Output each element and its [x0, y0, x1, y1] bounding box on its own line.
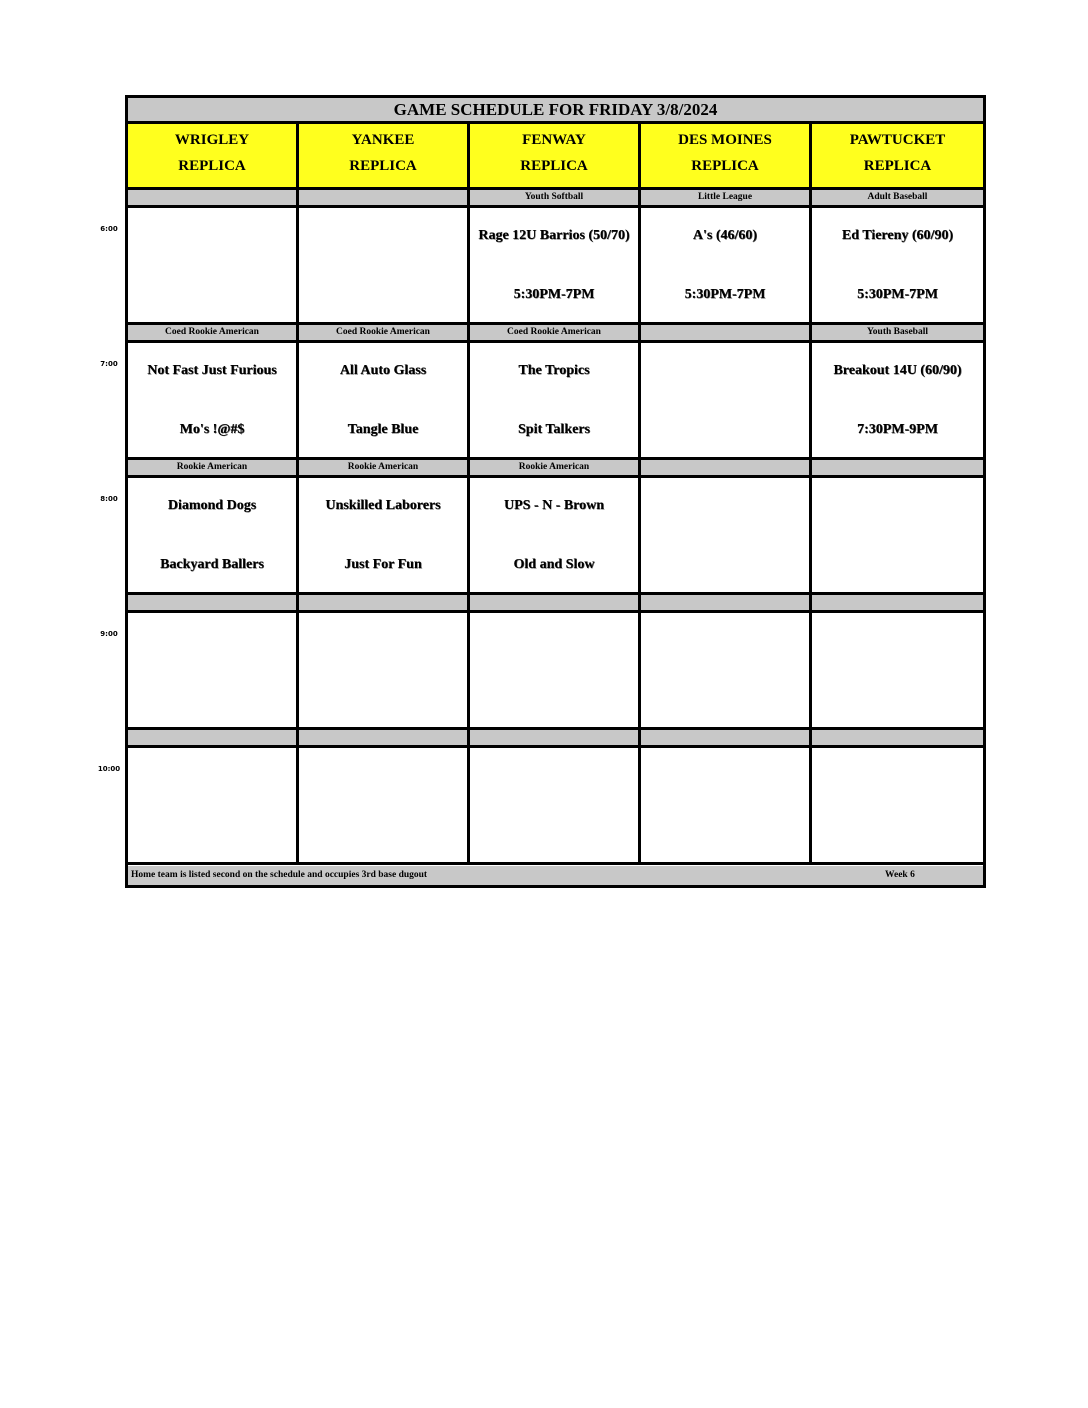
week-label: Week 6 [885, 870, 915, 880]
visiting-team: Diamond Dogs [167, 498, 257, 513]
field-header-wrigley [128, 124, 299, 187]
visiting-team: All Auto Glass [339, 363, 427, 378]
visiting-team: Unskilled Laborers [325, 498, 441, 513]
home-team: 5:30PM-7PM [513, 287, 595, 302]
division-label [812, 730, 983, 745]
game-cell [128, 613, 299, 727]
game-row [128, 613, 983, 730]
home-team: Mo's !@#$ [179, 422, 245, 437]
field-header-fenway [470, 124, 641, 187]
division-row [128, 325, 983, 343]
game-cell [470, 208, 641, 322]
game-row [128, 343, 983, 460]
visiting-team: The Tropics [518, 363, 590, 378]
division-label: Rookie American [128, 460, 299, 475]
visiting-team: UPS - N - Brown [503, 498, 605, 513]
game-cell [128, 748, 299, 862]
game-cell [641, 748, 812, 862]
division-label [299, 190, 470, 205]
field-header-des-moines [641, 124, 812, 187]
field-header-yankee [299, 124, 470, 187]
division-label: Adult Baseball [812, 190, 983, 205]
division-label [641, 730, 812, 745]
home-team: Backyard Ballers [160, 557, 264, 572]
field-header-pawtucket [812, 124, 983, 187]
field-type: REPLICA [691, 158, 759, 174]
division-label: Youth Baseball [812, 325, 983, 340]
game-cell [812, 613, 983, 727]
visiting-team: Ed Tiereny (60/90) [841, 228, 954, 243]
game-cell [299, 478, 470, 592]
game-cell [812, 478, 983, 592]
division-label [128, 730, 299, 745]
division-row [128, 190, 983, 208]
game-cell [299, 748, 470, 862]
game-row [128, 748, 983, 865]
division-label: Little League [641, 190, 812, 205]
game-cell [128, 208, 299, 322]
division-label [812, 460, 983, 475]
game-cell [812, 748, 983, 862]
division-label [128, 595, 299, 610]
division-label: Rookie American [299, 460, 470, 475]
field-type: REPLICA [349, 158, 417, 174]
division-label: Coed Rookie American [299, 325, 470, 340]
field-name: YANKEE [351, 132, 415, 148]
home-team: 7:30PM-9PM [857, 422, 938, 437]
division-label [299, 730, 470, 745]
game-cell [812, 208, 983, 322]
division-label [641, 595, 812, 610]
field-name: PAWTUCKET [849, 132, 946, 148]
division-label: Rookie American [470, 460, 641, 475]
field-type: REPLICA [178, 158, 246, 174]
game-cell [641, 613, 812, 727]
visiting-team: Not Fast Just Furious [147, 363, 277, 378]
game-cell [470, 748, 641, 862]
visiting-team: Rage 12U Barrios (50/70) [478, 228, 630, 243]
schedule-title: GAME SCHEDULE FOR FRIDAY 3/8/2024 [128, 98, 983, 124]
game-cell [641, 208, 812, 322]
division-label [128, 190, 299, 205]
field-type: REPLICA [520, 158, 588, 174]
division-label: Coed Rookie American [470, 325, 641, 340]
visiting-team: A's (46/60) [692, 228, 758, 243]
home-team: Old and Slow [513, 557, 595, 572]
time-label: 10:00 [97, 765, 121, 773]
field-name: FENWAY [522, 132, 586, 148]
division-row [128, 595, 983, 613]
time-label: 7:00 [100, 360, 118, 368]
game-cell [299, 613, 470, 727]
game-row [128, 478, 983, 595]
division-label: Youth Softball [470, 190, 641, 205]
home-team: 5:30PM-7PM [684, 287, 766, 302]
home-team: 5:30PM-7PM [857, 287, 938, 302]
field-header-row [128, 124, 983, 190]
field-name: DES MOINES [678, 132, 772, 148]
schedule-footer [128, 866, 983, 885]
home-team-note: Home team is listed second on the schedule and occupies 3rd base dugout [131, 870, 428, 880]
game-cell [128, 343, 299, 457]
game-cell [128, 478, 299, 592]
home-team: Just For Fun [344, 557, 422, 572]
game-cell [470, 613, 641, 727]
division-label [641, 460, 812, 475]
division-row [128, 460, 983, 478]
field-name: WRIGLEY [174, 132, 250, 148]
game-cell [470, 343, 641, 457]
game-cell [299, 208, 470, 322]
field-type: REPLICA [863, 158, 932, 174]
division-row [128, 730, 983, 748]
game-cell [812, 343, 983, 457]
division-label [812, 595, 983, 610]
division-label [299, 595, 470, 610]
division-label [641, 325, 812, 340]
visiting-team: Breakout 14U (60/90) [833, 363, 962, 378]
division-label [470, 595, 641, 610]
time-label: 8:00 [100, 495, 118, 503]
game-cell [470, 478, 641, 592]
game-cell [299, 343, 470, 457]
division-label: Coed Rookie American [128, 325, 299, 340]
home-team: Spit Talkers [518, 422, 590, 437]
time-label: 9:00 [100, 630, 118, 638]
game-cell [641, 478, 812, 592]
home-team: Tangle Blue [347, 422, 419, 437]
game-cell [641, 343, 812, 457]
game-row [128, 208, 983, 325]
time-label: 6:00 [100, 225, 118, 233]
division-label [470, 730, 641, 745]
schedule-sheet [125, 95, 986, 888]
